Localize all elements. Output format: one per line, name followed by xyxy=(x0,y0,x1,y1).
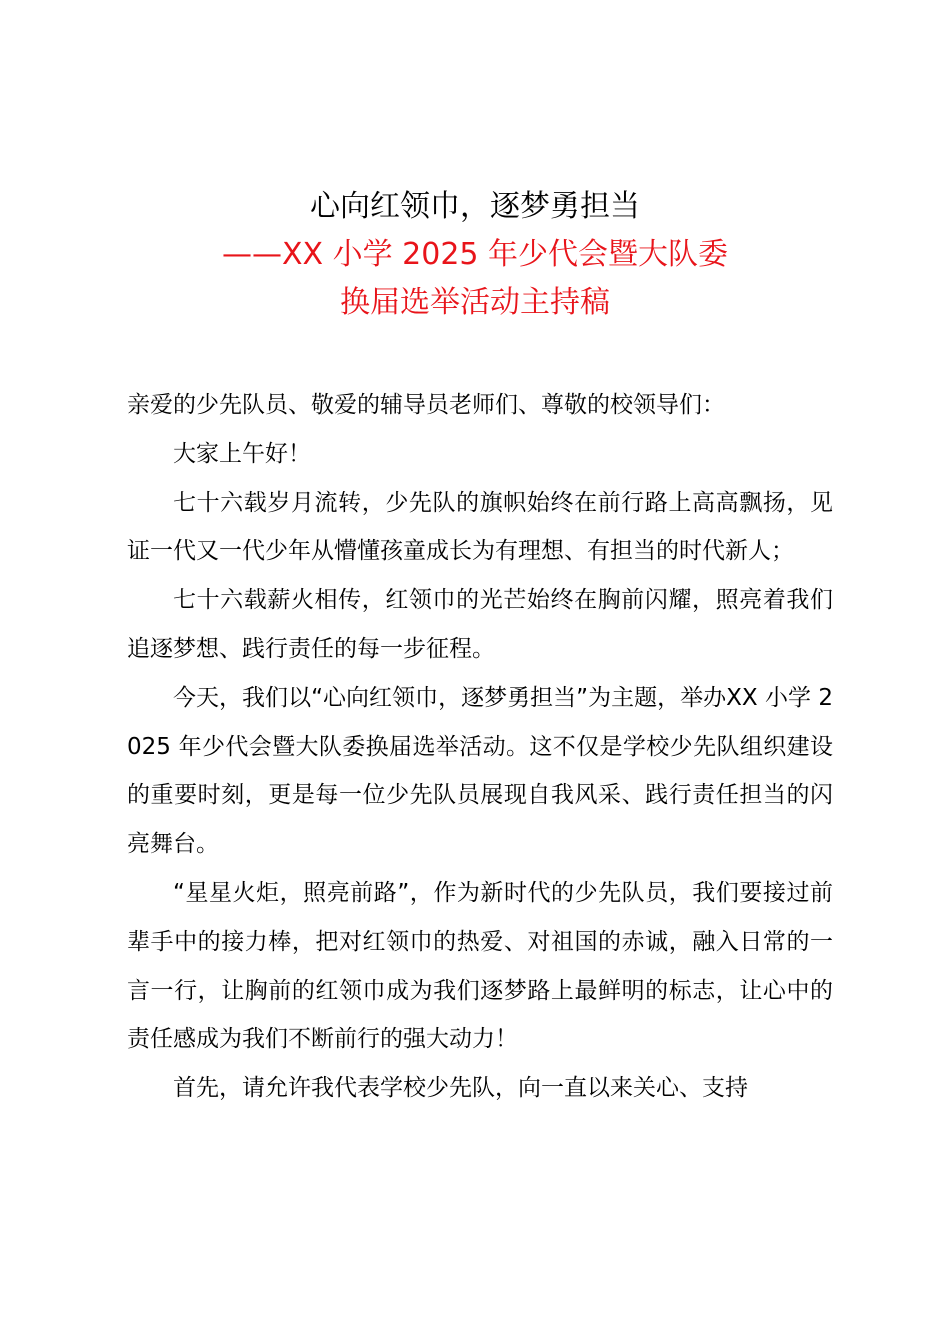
salutation: 亲爱的少先队员、敬爱的辅导员老师们、尊敬的校领导们： xyxy=(127,392,725,418)
paragraph-3: 今天，我们以“心向红领巾，逐梦勇担当”为主题，举办XX 小学 2025 年少代会暨大队委换届选举活动。这不仅是学校少先队组织建设的重要时刻，更是每一位少先队员展现自我风采、践行责任担当的闪亮舞台。 xyxy=(127,684,833,858)
document-title: 心向红领巾，逐梦勇担当 xyxy=(310,189,640,224)
paragraph-4: “星星火炬，照亮前路”，作为新时代的少先队员，我们要接过前辈手中的接力棒，把对红领巾的热爱、对祖国的赤诚，融入日常的一言一行，让胸前的红领巾成为我们逐梦路上最鲜明的标志，让心中的责任感成为我们不断前行的强大动力！ xyxy=(127,879,833,1053)
document-body xyxy=(127,381,833,1113)
title-block xyxy=(0,183,950,327)
paragraph-1: 七十六载岁月流转，少先队的旗帜始终在前行路上高高飘扬，见证一代又一代少年从懵懂孩童成长为有理想、有担当的时代新人； xyxy=(127,489,833,565)
paragraph-5: 首先，请允许我代表学校少先队，向一直以来关心、支持 xyxy=(173,1075,748,1102)
document-subtitle-line-1: ——XX 小学 2025 年少代会暨大队委 xyxy=(221,237,729,272)
paragraph-2: 七十六载薪火相传，红领巾的光芒始终在胸前闪耀，照亮着我们追逐梦想、践行责任的每一步征程。 xyxy=(127,587,833,662)
paragraph-greeting: 大家上午好！ xyxy=(173,440,311,467)
document-subtitle-line-2: 换届选举活动主持稿 xyxy=(340,285,610,320)
